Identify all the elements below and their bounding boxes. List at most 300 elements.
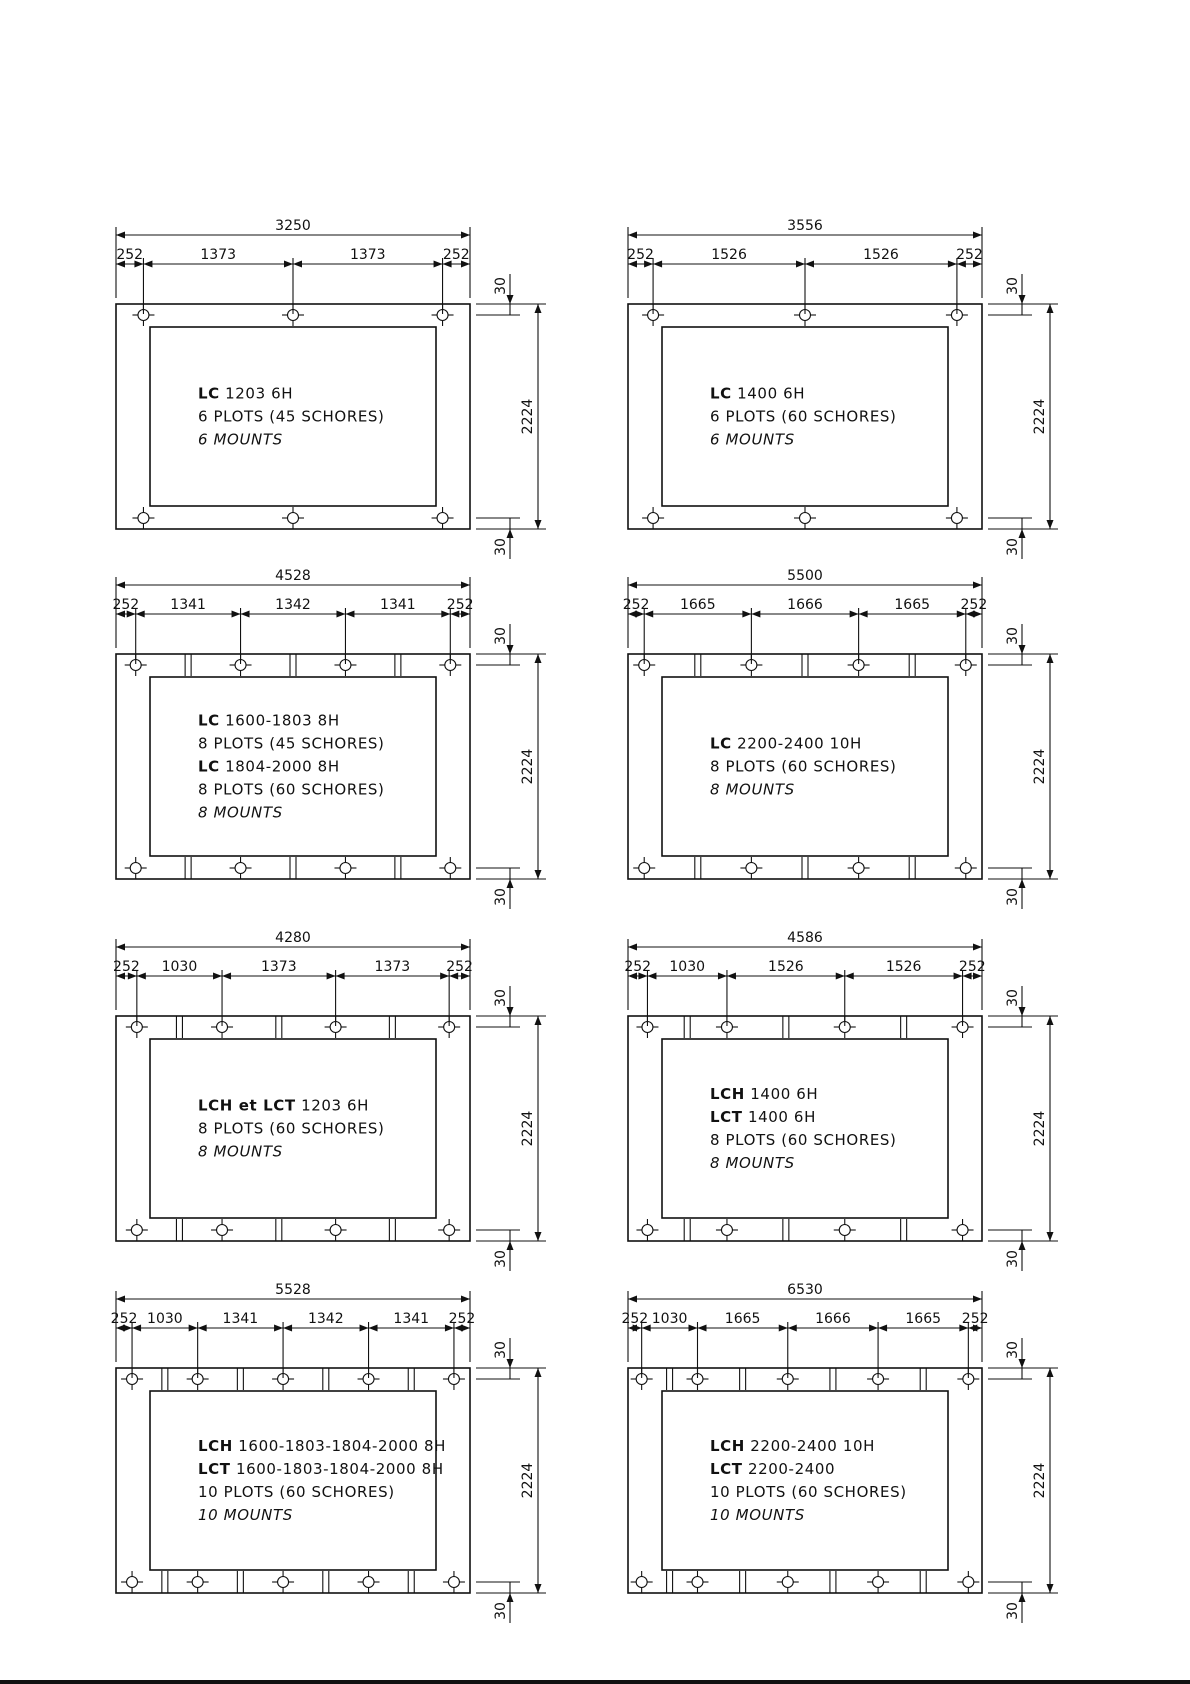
mount-top xyxy=(438,1016,460,1038)
model-code: LCH et LCT xyxy=(198,1096,296,1115)
dimension-arrowhead xyxy=(274,1325,283,1332)
mount-bottom xyxy=(642,507,664,529)
mount-hole-icon xyxy=(192,1577,203,1588)
model-spec-line xyxy=(198,1437,446,1455)
model-spec-line xyxy=(710,781,795,799)
height-label: 2224 xyxy=(520,398,536,435)
mount-top xyxy=(272,1368,294,1390)
model-code: LCT xyxy=(710,1460,743,1478)
bottom-offset-label: 30 xyxy=(1005,888,1021,906)
spec-text: 8 PLOTS (45 SCHORES) xyxy=(198,734,385,753)
mount-hole-icon xyxy=(639,863,650,874)
segment-width-label: 1030 xyxy=(669,959,706,975)
dimension-arrowhead xyxy=(973,232,982,239)
dimension-arrowhead xyxy=(507,879,514,888)
mount-top xyxy=(121,1368,143,1390)
mount-bottom xyxy=(443,1571,465,1593)
dimension-arrowhead xyxy=(369,1325,378,1332)
spec-text: 10 MOUNTS xyxy=(710,1506,805,1524)
model-spec-line xyxy=(710,1085,818,1103)
height-label: 2224 xyxy=(1032,1462,1048,1499)
model-spec-line xyxy=(710,735,862,753)
model-spec-line xyxy=(710,1506,805,1524)
mount-hole-icon xyxy=(800,513,811,524)
mount-hole-icon xyxy=(363,1577,374,1588)
spec-text: 6 PLOTS (45 SCHORES) xyxy=(198,407,385,426)
layout-panel-lch-lct-1400-6h xyxy=(624,930,1058,1271)
mount-bottom xyxy=(834,1219,856,1241)
dimension-arrowhead xyxy=(869,1325,878,1332)
spec-text: 1600-1803 8H xyxy=(219,711,340,730)
top-offset-label: 30 xyxy=(493,1341,509,1359)
model-spec-line xyxy=(198,385,293,403)
mount-top xyxy=(125,654,147,676)
layout-panel-lch-lct-1203-6h xyxy=(113,930,546,1271)
dimension-arrowhead xyxy=(143,261,152,268)
spec-text: 2200-2400 10H xyxy=(744,1437,875,1455)
mount-hole-icon xyxy=(448,1577,459,1588)
segment-width-label: 252 xyxy=(960,597,988,613)
mount-bottom xyxy=(946,507,968,529)
model-spec-line xyxy=(198,758,340,776)
dimension-arrowhead xyxy=(284,261,293,268)
mount-bottom xyxy=(867,1571,889,1593)
spec-text: 1400 6H xyxy=(731,384,806,403)
mount-top xyxy=(633,654,655,676)
mount-bottom xyxy=(686,1571,708,1593)
mount-hole-icon xyxy=(642,1225,653,1236)
dimension-arrowhead xyxy=(1019,1593,1026,1602)
spec-text: 1400 6H xyxy=(742,1108,816,1126)
mount-bottom xyxy=(631,1571,653,1593)
top-offset-label: 30 xyxy=(1005,989,1021,1007)
top-offset-label: 30 xyxy=(493,627,509,645)
dimension-arrowhead xyxy=(535,520,542,529)
dimension-arrowhead xyxy=(973,582,982,589)
model-spec-line xyxy=(198,431,283,449)
mount-hole-icon xyxy=(130,863,141,874)
model-spec-line xyxy=(198,1460,444,1478)
spec-text: 1400 6H xyxy=(744,1085,819,1103)
mount-hole-icon xyxy=(278,1577,289,1588)
mount-hole-icon xyxy=(873,1577,884,1588)
segment-width-label: 252 xyxy=(113,959,140,975)
model-code: LC xyxy=(198,757,220,776)
mount-hole-icon xyxy=(138,513,149,524)
height-label: 2224 xyxy=(1032,398,1048,435)
spec-text: 1600-1803-1804-2000 8H xyxy=(230,1460,444,1478)
segment-width-label: 252 xyxy=(446,959,473,975)
segment-width-label: 1373 xyxy=(260,959,297,975)
mount-top xyxy=(867,1368,889,1390)
mount-top xyxy=(740,654,762,676)
overall-width-label: 4528 xyxy=(275,568,311,584)
dimension-arrowhead xyxy=(360,1325,369,1332)
spec-text: 1600-1803-1804-2000 8H xyxy=(232,1437,447,1455)
segment-width-label: 252 xyxy=(110,1311,138,1327)
dimension-arrowhead xyxy=(688,1325,697,1332)
bottom-offset-label: 30 xyxy=(493,888,509,906)
dimension-arrowhead xyxy=(461,232,470,239)
inner-panel xyxy=(150,1391,436,1570)
model-code: LC xyxy=(198,711,220,730)
dimension-arrowhead xyxy=(805,261,814,268)
dimension-arrowhead xyxy=(628,232,637,239)
segment-width-label: 252 xyxy=(621,1311,649,1327)
mount-top xyxy=(834,1016,856,1038)
spec-text: 1203 6H xyxy=(295,1096,370,1115)
height-label: 2224 xyxy=(1032,1110,1048,1147)
height-label: 2224 xyxy=(520,748,536,785)
model-spec-line xyxy=(198,804,283,822)
dimension-arrowhead xyxy=(779,1325,788,1332)
height-label: 2224 xyxy=(520,1110,536,1147)
spec-text: 10 PLOTS (60 SCHORES) xyxy=(198,1483,395,1501)
layout-panel-lc-1400-6h xyxy=(627,218,1058,559)
dimension-arrowhead xyxy=(116,944,125,951)
dimension-arrowhead xyxy=(836,973,845,980)
mount-hole-icon xyxy=(692,1577,703,1588)
overall-width-label: 3250 xyxy=(275,218,311,234)
spec-text: 1203 6H xyxy=(219,384,294,403)
model-spec-line xyxy=(710,431,795,449)
outer-frame xyxy=(116,1368,470,1593)
spec-text: 2200-2400 10H xyxy=(731,734,862,753)
overall-width-label: 4280 xyxy=(275,930,311,946)
mount-top xyxy=(794,304,816,326)
segment-width-label: 1666 xyxy=(787,597,823,613)
mount-bottom xyxy=(272,1571,294,1593)
overall-width-label: 4586 xyxy=(787,930,823,946)
segment-width-label: 1526 xyxy=(885,959,922,975)
segment-width-label: 1526 xyxy=(863,247,899,263)
segment-width-label: 252 xyxy=(116,247,144,263)
segment-width-label: 1666 xyxy=(815,1311,851,1327)
mount-top xyxy=(432,304,454,326)
model-code: LCH xyxy=(198,1437,233,1455)
spec-text: 6 MOUNTS xyxy=(198,430,283,449)
segment-width-label: 252 xyxy=(958,959,986,975)
mount-bottom xyxy=(952,1219,974,1241)
mount-top xyxy=(686,1368,708,1390)
model-spec-line xyxy=(710,758,897,776)
dimension-arrowhead xyxy=(507,529,514,538)
segment-width-label: 1665 xyxy=(905,1311,942,1327)
dimension-arrowhead xyxy=(461,1296,470,1303)
segment-width-label: 1526 xyxy=(768,959,804,975)
dimension-arrowhead xyxy=(653,261,662,268)
segment-width-label: 1342 xyxy=(307,1311,344,1327)
dimension-arrowhead xyxy=(198,1325,207,1332)
model-code: LC xyxy=(710,384,732,403)
mount-hole-icon xyxy=(340,863,351,874)
dimension-arrowhead xyxy=(850,611,859,618)
model-spec-line xyxy=(710,385,805,403)
mount-top xyxy=(777,1368,799,1390)
dimension-arrowhead xyxy=(973,944,982,951)
model-spec-line xyxy=(198,781,385,799)
segment-width-label: 1665 xyxy=(679,597,716,613)
mount-bottom xyxy=(432,507,454,529)
dimension-arrowhead xyxy=(336,973,345,980)
mount-top xyxy=(439,654,461,676)
spec-text: 1804-2000 8H xyxy=(219,757,340,776)
dimension-arrowhead xyxy=(859,611,868,618)
mount-bottom xyxy=(121,1571,143,1593)
segment-width-label: 252 xyxy=(446,597,474,613)
dimension-arrowhead xyxy=(1047,1584,1054,1593)
model-spec-line xyxy=(198,712,340,730)
segment-width-label: 252 xyxy=(112,597,140,613)
mount-hole-icon xyxy=(853,863,864,874)
segment-width-label: 1342 xyxy=(275,597,311,613)
segment-width-label: 252 xyxy=(622,597,650,613)
model-spec-line xyxy=(710,1437,875,1455)
outer-frame xyxy=(628,1368,982,1593)
mount-hole-icon xyxy=(782,1577,793,1588)
mount-hole-icon xyxy=(746,863,757,874)
dimension-arrowhead xyxy=(1047,1016,1054,1025)
mount-top xyxy=(636,1016,658,1038)
mount-top xyxy=(230,654,252,676)
dimension-arrowhead xyxy=(796,261,805,268)
dimension-arrowhead xyxy=(434,261,443,268)
dimension-arrowhead xyxy=(788,1325,797,1332)
mount-bottom xyxy=(740,857,762,879)
segment-width-label: 252 xyxy=(961,1311,989,1327)
mount-hole-icon xyxy=(839,1225,850,1236)
mount-top xyxy=(358,1368,380,1390)
segment-width-label: 1373 xyxy=(374,959,411,975)
spec-text: 2200-2400 xyxy=(742,1460,836,1478)
dimension-arrowhead xyxy=(973,1296,982,1303)
inner-panel xyxy=(662,1039,948,1218)
dimension-arrowhead xyxy=(116,1296,125,1303)
dimension-arrowhead xyxy=(213,973,222,980)
bottom-offset-label: 30 xyxy=(493,1602,509,1620)
dimension-arrowhead xyxy=(1047,1368,1054,1377)
dimension-arrowhead xyxy=(535,1368,542,1377)
dimension-arrowhead xyxy=(507,1593,514,1602)
mount-bottom xyxy=(955,857,977,879)
spec-text: 6 MOUNTS xyxy=(710,430,795,449)
mount-bottom xyxy=(438,1219,460,1241)
overall-width-label: 5528 xyxy=(275,1282,311,1298)
dimension-arrowhead xyxy=(535,1016,542,1025)
dimension-arrowhead xyxy=(1047,1232,1054,1241)
dimension-arrowhead xyxy=(241,611,250,618)
model-spec-line xyxy=(198,1483,395,1501)
mount-bottom xyxy=(794,507,816,529)
segment-width-label: 1373 xyxy=(200,247,237,263)
spec-text: 10 PLOTS (60 SCHORES) xyxy=(710,1483,907,1501)
mount-hole-icon xyxy=(217,1225,228,1236)
mount-bottom xyxy=(325,1219,347,1241)
dimension-arrowhead xyxy=(628,582,637,589)
model-spec-line xyxy=(198,735,385,753)
dimension-arrowhead xyxy=(116,232,125,239)
dimension-arrowhead xyxy=(1047,520,1054,529)
model-code: LCT xyxy=(198,1460,231,1478)
layout-panel-lc-1203-6h xyxy=(116,218,546,559)
overall-width-label: 6530 xyxy=(787,1282,823,1298)
mount-hole-icon xyxy=(960,863,971,874)
spec-text: 8 MOUNTS xyxy=(710,1154,795,1172)
mount-hole-icon xyxy=(131,1225,142,1236)
dimension-arrowhead xyxy=(1047,870,1054,879)
mount-top xyxy=(957,1368,979,1390)
dimension-arrowhead xyxy=(507,1241,514,1250)
top-offset-label: 30 xyxy=(493,989,509,1007)
model-code: LCT xyxy=(710,1108,743,1126)
mount-top xyxy=(132,304,154,326)
dimension-arrowhead xyxy=(628,944,637,951)
mount-top xyxy=(443,1368,465,1390)
dimension-arrowhead xyxy=(189,1325,198,1332)
mount-bottom xyxy=(230,857,252,879)
layout-panel-lch-lct-2200-2400-10h xyxy=(621,1282,1058,1623)
mount-bottom xyxy=(126,1219,148,1241)
dimension-arrowhead xyxy=(1019,1241,1026,1250)
dimension-arrowhead xyxy=(718,973,727,980)
model-code: LC xyxy=(198,384,220,403)
mount-hole-icon xyxy=(437,513,448,524)
dimension-arrowhead xyxy=(232,611,241,618)
layout-panel-lc-2200-2400-10h xyxy=(623,568,1058,909)
model-code: LCH xyxy=(710,1437,745,1455)
dimension-arrowhead xyxy=(742,611,751,618)
mount-bottom xyxy=(636,1219,658,1241)
mount-bottom xyxy=(187,1571,209,1593)
segment-width-label: 1341 xyxy=(393,1311,430,1327)
dimension-arrowhead xyxy=(878,1325,887,1332)
model-code: LCH xyxy=(710,1085,745,1103)
dimension-arrowhead xyxy=(461,582,470,589)
mount-bottom xyxy=(957,1571,979,1593)
model-spec-line xyxy=(710,1131,897,1149)
spec-text: 8 MOUNTS xyxy=(198,803,283,822)
model-spec-line xyxy=(198,1120,385,1138)
spec-text: 8 MOUNTS xyxy=(198,1142,283,1161)
segment-width-label: 1665 xyxy=(724,1311,761,1327)
mount-top xyxy=(716,1016,738,1038)
top-offset-label: 30 xyxy=(1005,627,1021,645)
model-spec-line xyxy=(710,408,897,426)
bottom-offset-label: 30 xyxy=(1005,1602,1021,1620)
top-offset-label: 30 xyxy=(493,277,509,295)
segment-width-label: 1030 xyxy=(651,1311,688,1327)
mount-top xyxy=(126,1016,148,1038)
mount-hole-icon xyxy=(444,1225,455,1236)
mount-bottom xyxy=(334,857,356,879)
dimension-arrowhead xyxy=(1047,654,1054,663)
spec-text: 6 PLOTS (60 SCHORES) xyxy=(710,407,897,426)
model-spec-line xyxy=(198,408,385,426)
segment-width-label: 252 xyxy=(627,247,654,263)
model-spec-line xyxy=(198,1097,369,1115)
spec-text: 8 PLOTS (60 SCHORES) xyxy=(710,757,897,776)
mount-bottom xyxy=(358,1571,380,1593)
dimension-arrowhead xyxy=(222,973,231,980)
mount-hole-icon xyxy=(636,1577,647,1588)
segment-width-label: 252 xyxy=(624,959,652,975)
mount-hole-icon xyxy=(235,863,246,874)
mount-bottom xyxy=(439,857,461,879)
segment-width-label: 1030 xyxy=(161,959,198,975)
mount-top xyxy=(946,304,968,326)
dimension-arrowhead xyxy=(535,1232,542,1241)
dimension-arrowhead xyxy=(507,1007,514,1016)
mount-bottom xyxy=(211,1219,233,1241)
model-spec-line xyxy=(710,1154,795,1172)
dimension-arrowhead xyxy=(845,973,854,980)
bottom-offset-label: 30 xyxy=(493,1250,509,1268)
bottom-offset-label: 30 xyxy=(1005,538,1021,556)
mount-hole-icon xyxy=(721,1225,732,1236)
height-label: 2224 xyxy=(520,1462,536,1499)
top-offset-label: 30 xyxy=(1005,277,1021,295)
segment-width-label: 1373 xyxy=(349,247,386,263)
dimension-arrowhead xyxy=(293,261,302,268)
segment-width-label: 1341 xyxy=(222,1311,259,1327)
bottom-offset-label: 30 xyxy=(493,538,509,556)
dimension-arrowhead xyxy=(535,1584,542,1593)
model-spec-line xyxy=(710,1108,816,1126)
dimension-arrowhead xyxy=(1019,295,1026,304)
dimension-arrowhead xyxy=(751,611,760,618)
dimension-arrowhead xyxy=(507,645,514,654)
dimension-arrowhead xyxy=(507,295,514,304)
spec-text: 8 PLOTS (60 SCHORES) xyxy=(710,1131,897,1149)
top-offset-label: 30 xyxy=(1005,1341,1021,1359)
mount-bottom xyxy=(848,857,870,879)
inner-panel xyxy=(662,1391,948,1570)
dimension-arrowhead xyxy=(507,1359,514,1368)
mount-top xyxy=(325,1016,347,1038)
dimension-arrowhead xyxy=(727,973,736,980)
dimension-arrowhead xyxy=(116,582,125,589)
mount-top xyxy=(642,304,664,326)
segment-width-label: 252 xyxy=(956,247,983,263)
dimension-arrowhead xyxy=(336,611,345,618)
segment-width-label: 1665 xyxy=(894,597,931,613)
mount-top xyxy=(211,1016,233,1038)
layout-panel-lch-lct-1600-2000-8h xyxy=(111,1282,546,1623)
model-spec-line xyxy=(710,1483,907,1501)
dimension-arrowhead xyxy=(283,1325,292,1332)
model-spec-line xyxy=(198,1143,283,1161)
dimension-arrowhead xyxy=(1019,1007,1026,1016)
mount-bottom xyxy=(716,1219,738,1241)
segment-width-label: 252 xyxy=(448,1311,476,1327)
model-code: LC xyxy=(710,734,732,753)
segment-width-label: 1030 xyxy=(147,1311,183,1327)
mount-hole-icon xyxy=(288,513,299,524)
spec-text: 8 PLOTS (60 SCHORES) xyxy=(198,780,385,799)
dimension-arrowhead xyxy=(461,944,470,951)
dimension-arrowhead xyxy=(1019,1359,1026,1368)
mount-top xyxy=(848,654,870,676)
mount-bottom xyxy=(282,507,304,529)
mount-top xyxy=(952,1016,974,1038)
mount-hole-icon xyxy=(127,1577,138,1588)
mount-hole-icon xyxy=(330,1225,341,1236)
segment-width-label: 1341 xyxy=(170,597,206,613)
dimension-arrowhead xyxy=(535,304,542,313)
dimension-arrowhead xyxy=(1019,645,1026,654)
mount-top xyxy=(187,1368,209,1390)
dimension-arrowhead xyxy=(1019,529,1026,538)
